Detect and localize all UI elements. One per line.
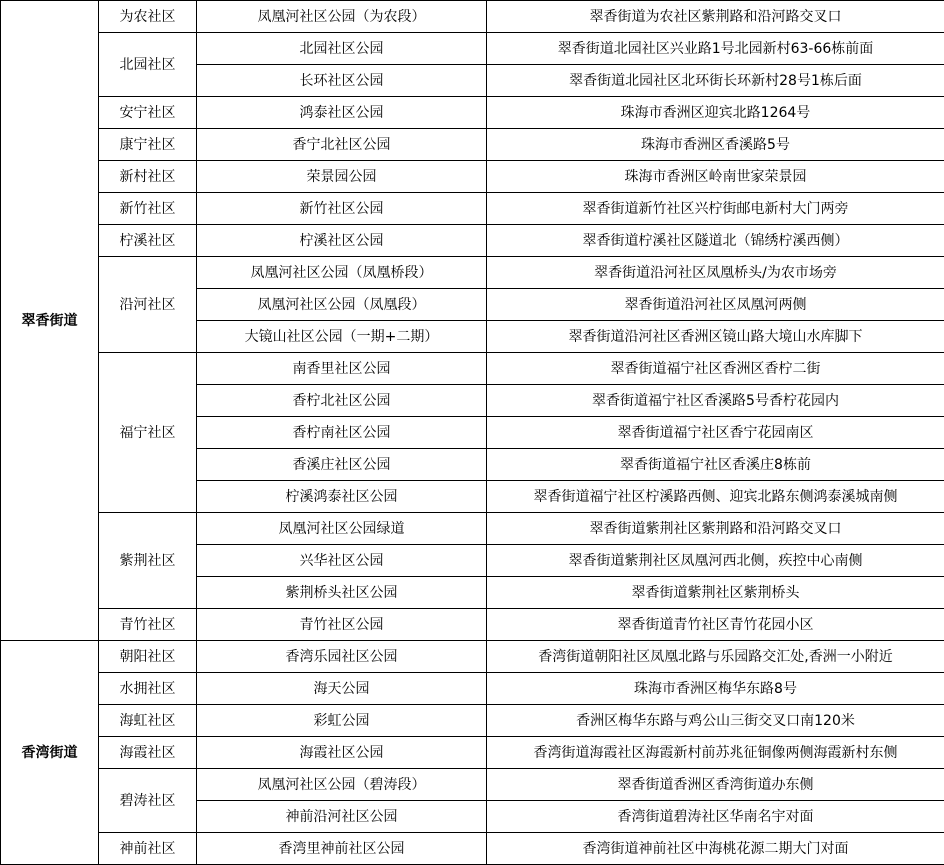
street-name-cell: 翠香街道 [1,1,99,641]
park-location-cell: 翠香街道沿河社区香洲区镜山路大境山水库脚下 [487,321,944,353]
table-row [1,193,944,225]
park-location-cell: 翠香街道为农社区紫荆路和沿河路交叉口 [487,1,944,33]
park-location-cell: 翠香街道福宁社区香洲区香柠二街 [487,353,944,385]
table-row [1,129,944,161]
park-name-cell: 柠溪鸿泰社区公园 [197,481,487,513]
park-name-cell: 兴华社区公园 [197,545,487,577]
park-location-cell: 香洲区梅华东路与鸡公山三街交叉口南120米 [487,705,944,737]
table-row [1,513,944,545]
park-name-cell: 南香里社区公园 [197,353,487,385]
street-name-cell: 香湾街道 [1,641,99,865]
park-name-cell: 青竹社区公园 [197,609,487,641]
park-name-cell: 荣景园公园 [197,161,487,193]
community-name-cell: 福宁社区 [99,353,197,513]
table-row [1,257,944,289]
park-name-cell: 凤凰河社区公园（凤凰桥段） [197,257,487,289]
park-location-cell: 翠香街道北园社区兴业路1号北园新村63-66栋前面 [487,33,944,65]
community-name-cell: 紫荆社区 [99,513,197,609]
table-row [1,641,944,673]
park-name-cell: 凤凰河社区公园（为农段） [197,1,487,33]
community-name-cell: 安宁社区 [99,97,197,129]
park-name-cell: 香宁北社区公园 [197,129,487,161]
table-row [1,705,944,737]
park-location-cell: 翠香街道北园社区北环街长环新村28号1栋后面 [487,65,944,97]
community-name-cell: 新竹社区 [99,193,197,225]
table-row [1,673,944,705]
table-row [1,97,944,129]
park-name-cell: 凤凰河社区公园（凤凰段） [197,289,487,321]
park-location-cell: 翠香街道紫荆社区紫荆桥头 [487,577,944,609]
park-name-cell: 香湾乐园社区公园 [197,641,487,673]
park-location-cell: 翠香街道福宁社区香溪路5号香柠花园内 [487,385,944,417]
park-location-cell: 翠香街道福宁社区香宁花园南区 [487,417,944,449]
community-name-cell: 海霞社区 [99,737,197,769]
park-name-cell: 海天公园 [197,673,487,705]
park-location-cell: 香湾街道神前社区中海桃花源二期大门对面 [487,833,944,865]
park-name-cell: 香溪庄社区公园 [197,449,487,481]
park-location-cell: 翠香街道青竹社区青竹花园小区 [487,609,944,641]
community-name-cell: 朝阳社区 [99,641,197,673]
park-location-cell: 翠香街道新竹社区兴柠街邮电新村大门两旁 [487,193,944,225]
community-name-cell: 北园社区 [99,33,197,97]
community-name-cell: 神前社区 [99,833,197,865]
table-row [1,737,944,769]
park-name-cell: 北园社区公园 [197,33,487,65]
community-name-cell: 沿河社区 [99,257,197,353]
table-row [1,1,944,33]
community-name-cell: 海虹社区 [99,705,197,737]
table-row [1,33,944,65]
table-row [1,833,944,865]
park-name-cell: 柠溪社区公园 [197,225,487,257]
table-row [1,225,944,257]
table-row [1,769,944,801]
park-location-cell: 翠香街道沿河社区凤凰河两侧 [487,289,944,321]
park-name-cell: 凤凰河社区公园绿道 [197,513,487,545]
park-location-cell: 翠香街道福宁社区柠溪路西侧、迎宾北路东侧鸿泰溪城南侧 [487,481,944,513]
park-location-cell: 翠香街道香洲区香湾街道办东侧 [487,769,944,801]
park-location-cell: 翠香街道柠溪社区隧道北（锦绣柠溪西侧） [487,225,944,257]
community-name-cell: 水拥社区 [99,673,197,705]
park-name-cell: 香柠南社区公园 [197,417,487,449]
park-location-cell: 香湾街道朝阳社区凤凰北路与乐园路交汇处,香洲一小附近 [487,641,944,673]
park-name-cell: 鸿泰社区公园 [197,97,487,129]
park-name-cell: 新竹社区公园 [197,193,487,225]
park-location-cell: 翠香街道紫荆社区紫荆路和沿河路交叉口 [487,513,944,545]
park-name-cell: 大镜山社区公园（一期+二期） [197,321,487,353]
park-location-cell: 香湾街道海霞社区海霞新村前苏兆征铜像两侧海霞新村东侧 [487,737,944,769]
park-name-cell: 香湾里神前社区公园 [197,833,487,865]
park-name-cell: 神前沿河社区公园 [197,801,487,833]
park-name-cell: 紫荆桥头社区公园 [197,577,487,609]
park-name-cell: 香柠北社区公园 [197,385,487,417]
park-location-cell: 翠香街道福宁社区香溪庄8栋前 [487,449,944,481]
community-name-cell: 柠溪社区 [99,225,197,257]
park-location-cell: 翠香街道沿河社区凤凰桥头/为农市场旁 [487,257,944,289]
park-location-cell: 珠海市香洲区岭南世家荣景园 [487,161,944,193]
park-location-cell: 香湾街道碧涛社区华南名宇对面 [487,801,944,833]
park-name-cell: 海霞社区公园 [197,737,487,769]
community-name-cell: 为农社区 [99,1,197,33]
park-name-cell: 彩虹公园 [197,705,487,737]
park-name-cell: 长环社区公园 [197,65,487,97]
table-row [1,161,944,193]
park-location-cell: 珠海市香洲区香溪路5号 [487,129,944,161]
park-location-cell: 翠香街道紫荆社区凤凰河西北侧，疾控中心南侧 [487,545,944,577]
community-name-cell: 青竹社区 [99,609,197,641]
park-name-cell: 凤凰河社区公园（碧涛段） [197,769,487,801]
table-body [1,1,944,865]
park-location-cell: 珠海市香洲区梅华东路8号 [487,673,944,705]
community-name-cell: 康宁社区 [99,129,197,161]
table-row [1,609,944,641]
community-name-cell: 碧涛社区 [99,769,197,833]
park-location-cell: 珠海市香洲区迎宾北路1264号 [487,97,944,129]
table-row [1,353,944,385]
community-name-cell: 新村社区 [99,161,197,193]
